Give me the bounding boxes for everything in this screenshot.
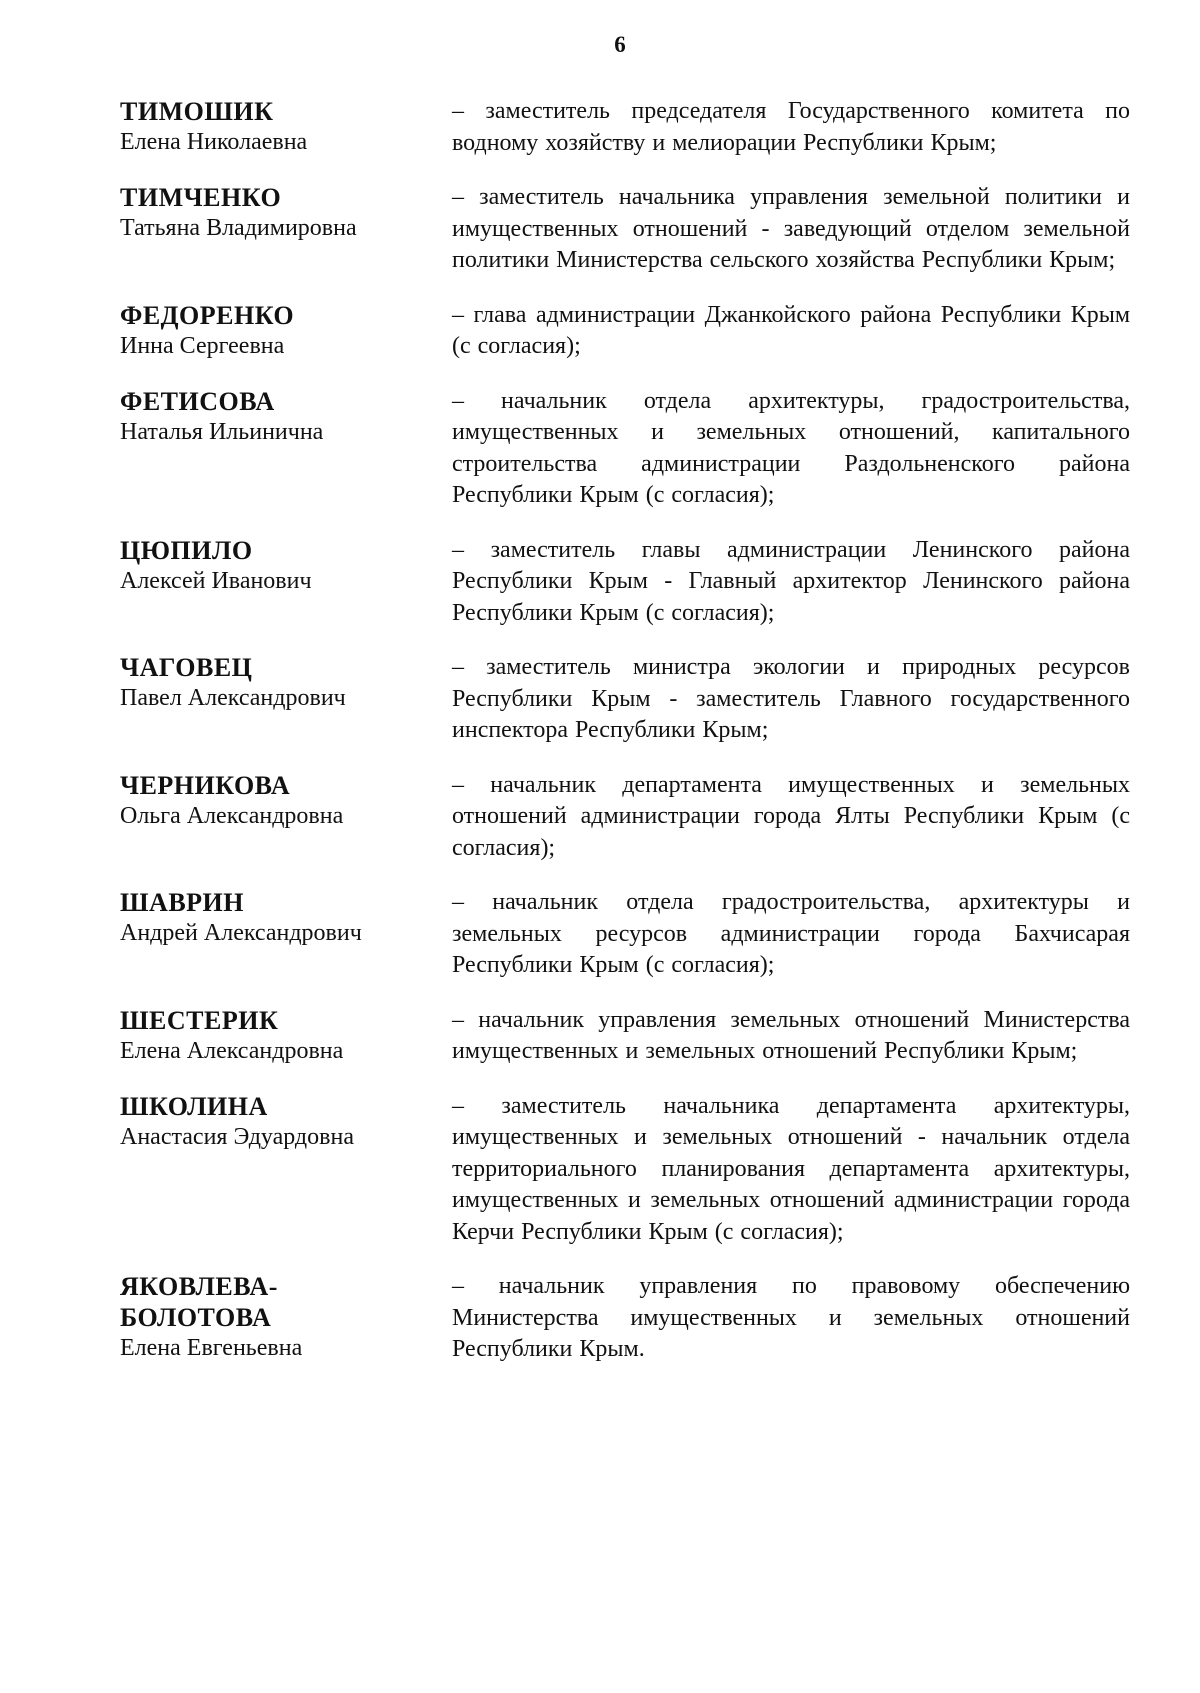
member-given-name: Елена Александровна <box>120 1037 344 1064</box>
member-person <box>120 386 452 448</box>
member-entry <box>120 300 1130 363</box>
member-person <box>120 1091 452 1153</box>
member-surname: ШЕСТЕРИК <box>120 1005 279 1035</box>
member-person <box>120 96 452 158</box>
member-given-name: Павел Александрович <box>120 685 346 711</box>
member-person <box>120 1005 452 1067</box>
member-entry <box>120 182 1130 277</box>
member-role: – начальник отдела градостроительства, архитектуры и земельных ресурсов администрации города Бахчисарая Республики Крым (с согласия); <box>452 889 1130 978</box>
member-person <box>120 770 452 832</box>
member-role: – заместитель министра экологии и природных ресурсов Республики Крым - заместитель Главного государственного инспектора Республики Крым; <box>452 654 1130 743</box>
member-entry <box>120 386 1130 512</box>
member-entry <box>120 652 1130 747</box>
member-given-name: Андрей Александрович <box>120 920 362 946</box>
page-number: 6 <box>614 32 626 57</box>
member-surname: ТИМОШИК <box>120 97 274 126</box>
member-surname: ШКОЛИНА <box>120 1091 268 1121</box>
member-surname: ТИМЧЕНКО <box>120 183 282 212</box>
member-entry <box>120 1271 1130 1366</box>
member-given-name: Ольга Александровна <box>120 802 344 829</box>
member-given-name: Инна Сергеевна <box>120 332 285 359</box>
member-person <box>120 652 452 714</box>
member-entry <box>120 535 1130 630</box>
member-given-name: Наталья Ильинична <box>120 418 324 445</box>
member-role: – заместитель начальника управления земельной политики и имущественных отношений - заведующий отделом земельной политики Министерства сельского хозяйства Республики Крым; <box>452 184 1130 273</box>
member-surname: ЯКОВЛЕВА-БОЛОТОВА <box>120 1272 278 1332</box>
member-role: – начальник управления по правовому обеспечению Министерства имущественных и земельных отношений Республики Крым. <box>452 1273 1130 1362</box>
member-role: – начальник управления земельных отношений Министерства имущественных и земельных отношений Республики Крым; <box>452 1006 1130 1064</box>
member-person <box>120 887 452 949</box>
member-surname: ЦЮПИЛО <box>120 535 253 565</box>
member-given-name: Елена Николаевна <box>120 129 308 155</box>
member-surname: ФЕДОРЕНКО <box>120 300 295 330</box>
member-list <box>120 96 1130 1389</box>
member-role: – заместитель главы администрации Ленинского района Республики Крым - Главный архитектор Ленинского района Республики Крым (с согласия); <box>452 536 1130 626</box>
member-person <box>120 1271 452 1364</box>
member-role: – глава администрации Джанкойского района Республики Крым (с согласия); <box>452 301 1130 359</box>
member-surname: ЧАГОВЕЦ <box>120 653 253 682</box>
member-surname: ФЕТИСОВА <box>120 386 275 416</box>
member-surname: ЧЕРНИКОВА <box>120 770 291 800</box>
member-role: – начальник отдела архитектуры, градостроительства, имущественных и земельных отношений, капитального строительства администрации Раздольненского района Республики Крым (с согласия); <box>452 387 1130 508</box>
member-entry <box>120 96 1130 159</box>
member-person <box>120 300 452 362</box>
member-given-name: Анастасия Эдуардовна <box>120 1123 354 1150</box>
member-entry <box>120 1091 1130 1249</box>
member-given-name: Алексей Иванович <box>120 567 312 594</box>
member-surname: ШАВРИН <box>120 888 244 917</box>
member-entry <box>120 1005 1130 1068</box>
member-person <box>120 182 452 244</box>
member-role: – заместитель председателя Государственного комитета по водному хозяйству и мелиорации Республики Крым; <box>452 98 1130 156</box>
member-person <box>120 535 452 597</box>
member-role: – заместитель начальника департамента архитектуры, имущественных и земельных отношений - начальник отдела территориального планирования департамента архитектуры, имущественных и земельных отношений администрации города Керчи Республики Крым (с согласия); <box>452 1092 1130 1245</box>
member-role: – начальник департамента имущественных и земельных отношений администрации города Ялты Республики Крым (с согласия); <box>452 771 1130 861</box>
member-given-name: Елена Евгеньевна <box>120 1335 303 1361</box>
member-given-name: Татьяна Владимировна <box>120 215 357 241</box>
member-entry <box>120 887 1130 982</box>
member-entry <box>120 770 1130 865</box>
